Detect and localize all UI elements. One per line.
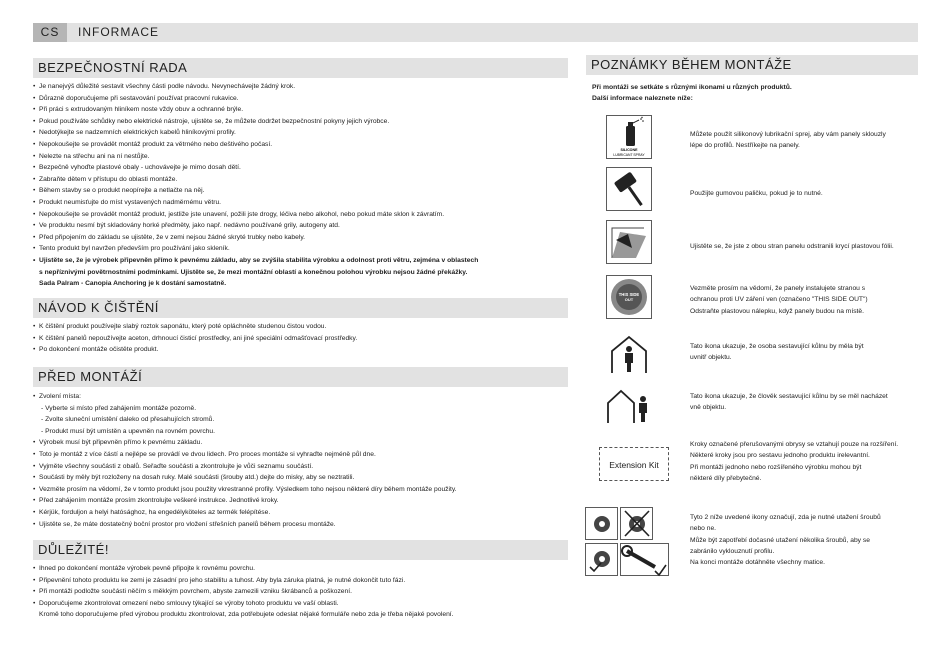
notes-intro <box>592 83 792 104</box>
note-line: Tyto 2 níže uvedené ikony označují, zda je nutné utažení šroubů <box>690 514 881 521</box>
list-item: • Nepokoušejte se provádět montáž produkt za větrného nebo deštivého počasí. <box>33 139 478 151</box>
list-item: • Vyjměte všechny součásti z obalů. Seřaďte součásti a zkontrolujte je vůči seznamu součástí. <box>33 461 457 473</box>
list-item: • Kérjük, forduljon a helyi hatósághoz, ha engedélyköteles az termék felépítése. <box>33 507 457 519</box>
list-item: • Při montáži podložte součásti něčím s měkkým povrchem, abyste zamezili vzniku škrábanců a poškození. <box>33 586 454 598</box>
note-mallet: Použijte gumovou paličku, pokud je to nutné. <box>690 190 823 197</box>
note-line: Kroky označené přerušovanými obrysy se vztahují pouze na rozšíření. <box>690 441 899 448</box>
note-this-side <box>690 283 920 317</box>
list-item: • Během stavby se o produkt neopírejte a netlačte na něj. <box>33 185 478 197</box>
list-item-bold-cont: s nepříznivými povětrnostními podmínkami. Ujistěte se, že mezi montážní oblastí a konečnou polohou výrobku nejsou žádné překážky. <box>39 268 468 276</box>
cleaning-heading: NÁVOD K ČIŠTĚNÍ <box>33 298 568 318</box>
extension-kit-box: Extension Kit <box>599 447 669 481</box>
list-item: • Ihned po dokončení montáže výrobek pevně připojte k rovnému povrchu. <box>33 563 454 575</box>
list-item: • Při práci s extrudovaným hliníkem noste vždy obuv a ochranné brýle. <box>33 104 478 116</box>
note-line: Může být zapotřebí dočasné utažení několika šroubů, aby se <box>690 536 870 544</box>
list-item: • Tento produkt byl navržen především pro používání jako skleník. <box>33 243 478 255</box>
note-line: některé díly přebytečné. <box>690 474 762 482</box>
list-item-bold-cont: Sada Palram - Canopia Anchoring je k dostání samostatně. <box>39 280 227 288</box>
safety-heading: BEZPEČNOSTNÍ RADA <box>33 58 568 78</box>
top-bar <box>33 23 918 42</box>
note-outside <box>690 391 920 414</box>
list-item: • Nelezte na střechu ani na ní nestůjte. <box>33 151 478 163</box>
person-outside-icon <box>606 383 652 427</box>
mallet-icon <box>606 167 652 211</box>
this-side-out-icon <box>606 275 652 319</box>
list-item: • Nepokoušejte se provádět montáž produkt, jestliže jste unavení, požili jste drogy, léčiva nebo alkohol, nebo pokud máte sklon k závratím. <box>33 209 478 221</box>
cleaning-list <box>33 321 357 356</box>
list-item: • Připevnění tohoto produktu ke zemi je zásadní pro jeho stabilitu a tuhost. Aby byla záruka platná, je nutné dokončit tuto fázi. <box>33 575 454 587</box>
before-heading: PŘED MONTÁŽÍ <box>33 367 568 387</box>
note-line: Tato ikona ukazuje, že člověk sestavující kůlnu by se měl nacházet <box>690 393 888 400</box>
list-subitem: - Vyberte si místo před zahájením montáže pozorně. <box>41 404 197 412</box>
list-item: • Zabraňte dětem v přístupu do oblasti montáže. <box>33 174 478 186</box>
list-item: • Po dokončení montáže očistěte produkt. <box>33 344 357 356</box>
note-line: Vezměte prosím na vědomí, že panely instalujete stranou s <box>690 285 866 292</box>
list-item: • K čištění produkt používejte slabý roztok saponátu, který poté opláchněte studenou čistou vodou. <box>33 321 357 333</box>
list-subitem: - Produkt musí být umístěn a upevněn na rovném povrchu. <box>41 427 215 435</box>
note-line: zabránilo vyklouznutí profilu. <box>690 547 775 555</box>
note-inside <box>690 341 920 364</box>
film-removal-icon <box>606 220 652 264</box>
spray-icon <box>606 115 652 159</box>
important-list <box>33 563 454 621</box>
list-item: • Doporučujeme zkontrolovat omezení nebo smlouvy týkající se výroby tohoto produktu ve vaší oblasti. <box>33 598 454 610</box>
notes-intro-line: Při montáži se setkáte s různými ikonami u různých produktů. <box>592 84 792 91</box>
note-line: lépe do profilů. Nestříkejte na panely. <box>690 142 800 150</box>
list-item: • Před zahájením montáže prosím zkontrolujte veškeré instrukce. Jednotlivé kroky. <box>33 495 457 507</box>
spray-label: SILICONE <box>620 148 638 152</box>
note-line: Na konci montáže dotáhněte všechny matice. <box>690 559 825 567</box>
note-line: Některé kroky jsou pro sestavu jednoho produktu irelevantní. <box>690 452 870 460</box>
list-item: • Je nanejvýš důležité sestavit všechny části podle návodu. Nevynechávejte žádný krok. <box>33 81 478 93</box>
page-title: INFORMACE <box>78 25 159 39</box>
list-item-bold: • Ujistěte se, že je výrobek připevněn přímo k pevnému základu, aby se zvýšila stabilita výrobku a odolnost proti větru, zejména v oblastech <box>33 255 478 267</box>
language-badge: CS <box>33 23 67 42</box>
note-line: ochranou proti UV záření ven (označeno "THIS SIDE OUT") <box>690 296 868 304</box>
list-item: • Pokud používáte schůdky nebo elektrické nástroje, ujistěte se, že můžete dodržet bezpečnostní pokyny jejich výrobce. <box>33 116 478 128</box>
notes-heading: POZNÁMKY BĚHEM MONTÁŽE <box>586 55 918 75</box>
list-item: • K čištění panelů nepoužívejte aceton, drhnoucí čisticí prostředky, ani jiné speciální odmašťovací prostředky. <box>33 333 357 345</box>
list-item: • Ujistěte se, že máte dostatečný boční prostor pro vložení střešních panelů během procesu montáže. <box>33 519 457 531</box>
person-inside-icon <box>606 333 652 377</box>
list-item: • Ve produktu nesmí být skladovány horké předměty, jako např. nedávno používané grily, autogeny atd. <box>33 220 478 232</box>
notes-intro-line: Další informace naleznete níže: <box>592 94 693 102</box>
note-line: vně objektu. <box>690 404 727 412</box>
note-line: Můžete použít silikonový lubrikační sprej, aby vám panely sklouzly <box>690 131 886 138</box>
list-item: • Vezměte prosím na vědomí, že v tomto produkt jsou použity vkrestranné profily. Výsledkem toho nejsou některé díry během montáže použity. <box>33 484 457 496</box>
list-subitem: - Zvolte sluneční umístění daleko od přesahujících stromů. <box>41 416 215 424</box>
note-extension <box>690 439 920 484</box>
list-item: • Součásti by měly být rozloženy na dosah ruky. Malé součásti (šrouby atd.) dejte do misky, aby se neztratili. <box>33 472 457 484</box>
note-spray <box>690 129 920 152</box>
this-side-label: THIS SIDE <box>618 292 640 297</box>
list-item: • Toto je montáž z více částí a nejlépe se provádí ve dvou lidech. Pro proces montáže si vyhraďte nejméně půl dne. <box>33 449 457 461</box>
note-line: uvnitř objektu. <box>690 354 732 362</box>
list-item: • Bezpečně vyhoďte plastové obaly - uchovávejte je mimo dosah dětí. <box>33 162 478 174</box>
note-line: nebo ne. <box>690 525 717 533</box>
this-side-label: OUT <box>624 297 634 302</box>
before-list <box>33 391 457 530</box>
note-film: Ujistěte se, že jste z obou stran panelu odstranili krycí plastovou fólii. <box>690 243 894 250</box>
list-item: • Zvolení místa: <box>33 391 457 403</box>
list-item: • Nedotýkejte se nadzemních elektrických kabelů hliníkovými profily. <box>33 127 478 139</box>
list-item-cont: Kromě toho doporučujeme před výrobou produktu zkontrolovat, zda potřebujete odeslat nějaké formuláře nebo zda je třeba nějaké povolení. <box>39 611 454 619</box>
list-item: • Před připojením do základu se ujistěte, že v zemi nejsou žádné skryté trubky nebo kabely. <box>33 232 478 244</box>
list-item: • Důrazně doporučujeme při sestavování používat pracovní rukavice. <box>33 93 478 105</box>
spray-label: LUBRICANT SPRAY <box>613 153 645 157</box>
important-heading: DŮLEŽITÉ! <box>33 540 568 560</box>
note-line: Odstraňte plastovou nálepku, když panely budou na místě. <box>690 307 864 315</box>
note-bolts <box>690 512 920 568</box>
list-item: • Výrobek musí být připevněn přímo k pevnému základu. <box>33 437 457 449</box>
safety-list <box>33 81 478 290</box>
note-line: Při montáži jednoho nebo rozšířeného výrobku mohou být <box>690 463 862 471</box>
note-line: Tato ikona ukazuje, že osoba sestavující kůlnu by měla být <box>690 343 864 350</box>
list-item: • Produkt neumisťujte do míst vystavených nadměrnému větru. <box>33 197 478 209</box>
bolt-tightening-icons <box>585 507 670 577</box>
